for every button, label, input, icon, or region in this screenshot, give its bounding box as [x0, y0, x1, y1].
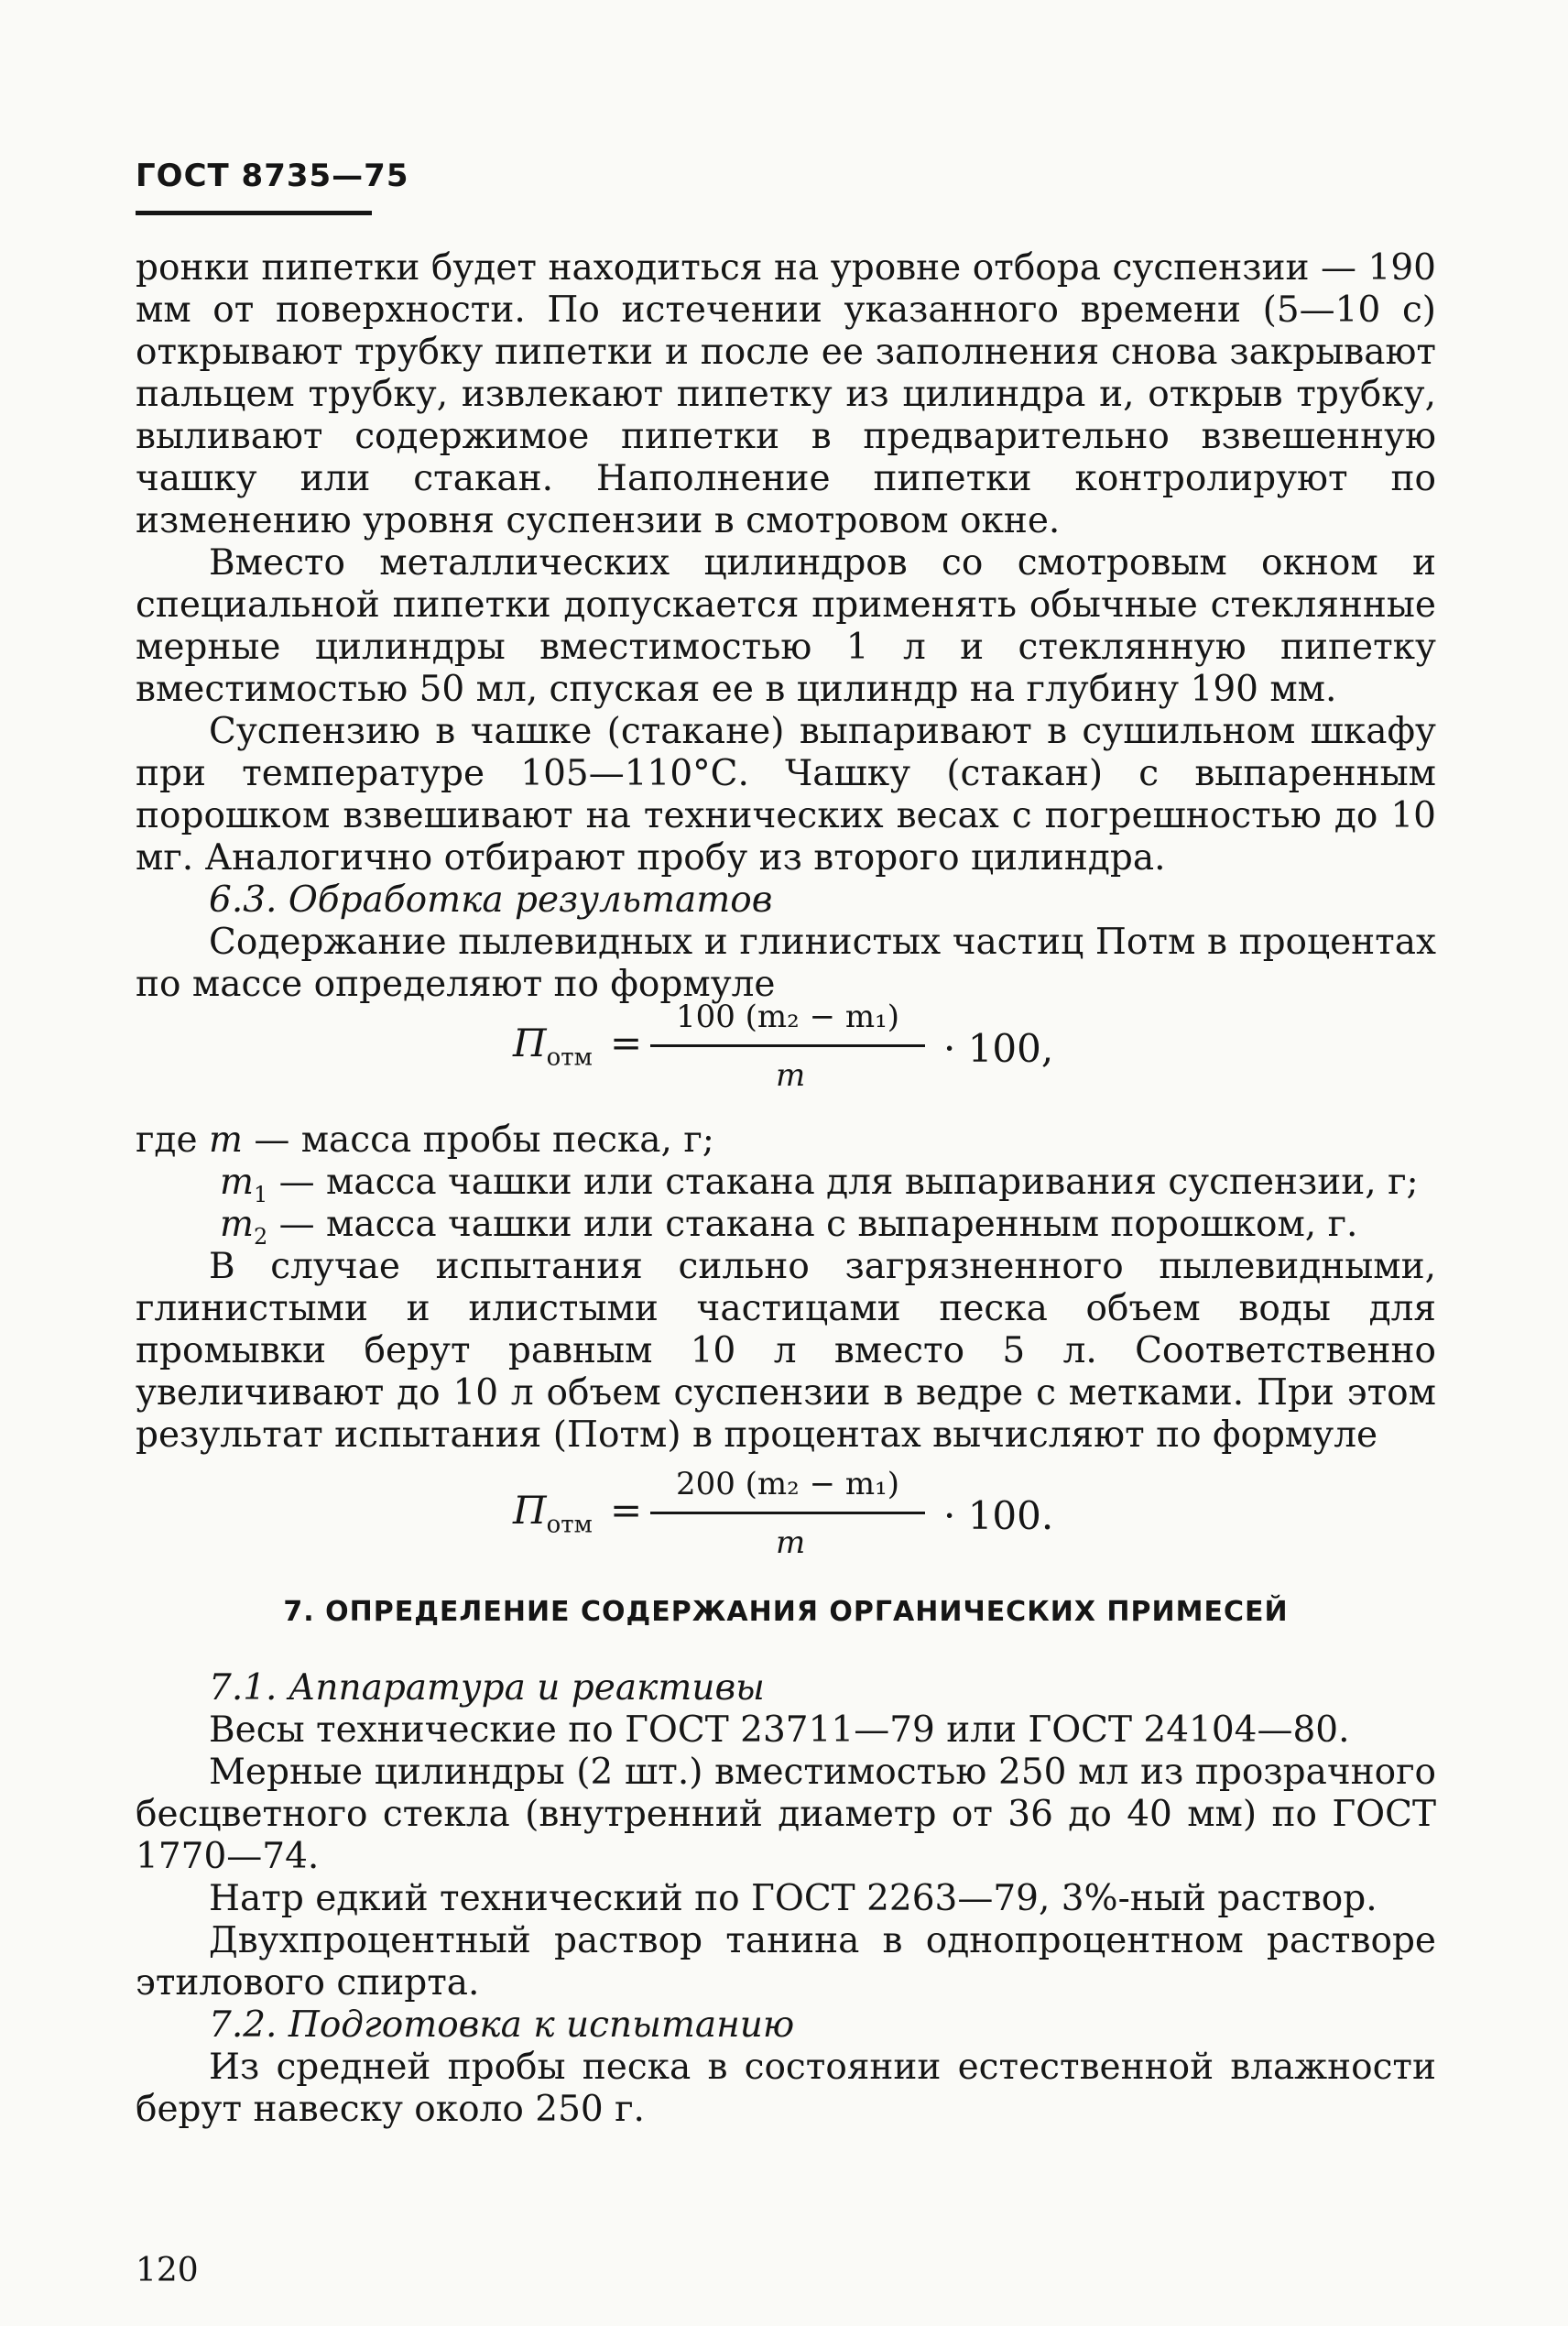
formula-1 — [513, 999, 1062, 1118]
paragraph-measuring-cylinders: Мерные цилиндры (2 шт.) вместимостью 250 мл из прозрачного бесцветного стекла (внутренний диаметр от 36 до 40 мм) по ГОСТ 1770—74. — [136, 1752, 1436, 1877]
heading-6-3: 6.3. Обработка результатов — [209, 879, 773, 921]
paragraph-evaporation: Суспензию в чашке (стакане) выпаривают в сушильном шкафу при температуре 105—110°С. Чашку (стакан) с выпаренным порошком взвешивают на технических весах с погрешностью до 10 мг. Аналогично отбирают пробу из второго цилиндра. — [136, 711, 1436, 879]
paragraph-formula-intro: Содержание пылевидных и глинистых частиц Пoтм в процентах по массе определяют по формуле — [136, 922, 1436, 1005]
formula-1-fraction-bar — [650, 1044, 925, 1047]
formula-1-equals: = — [610, 1021, 643, 1065]
formula-2 — [513, 1466, 1062, 1585]
formula-2-tail: · 100. — [943, 1493, 1054, 1538]
header-rule — [136, 211, 372, 215]
paragraph-heavy-contamination: В случае испытания сильно загрязненного пылевидными, глинистыми и илистыми частицами песка объем воды для промывки берут равным 10 л вместо 5 л. Соответственно увеличивают до 10 л объем суспензии в ведре с метками. При этом результат испытания (Потм) в процентах вычисляют по формуле — [136, 1246, 1436, 1456]
page-number: 120 — [136, 2252, 199, 2289]
paragraph-tannin-solution: Двухпроцентный раствор танина в однопроцентном растворе этилового спирта. — [136, 1920, 1436, 2004]
paragraph-scales: Весы технические по ГОСТ 23711—79 или ГОСТ 24104—80. — [209, 1709, 1350, 1751]
formula-2-fraction-bar — [650, 1512, 925, 1514]
paragraph-sodium-hydroxide: Натр едкий технический по ГОСТ 2263—79, 3%-ный раствор. — [209, 1878, 1377, 1919]
formula-2-denominator: m — [776, 1524, 806, 1561]
paragraph-glass-cylinders: Вместо металлических цилиндров со смотровым окном и специальной пипетки допускается применять обычные стеклянные мерные цилиндры вместимостью 1 л и стеклянную пипетку вместимостью 50 мл, спуская ее в цилиндр на глубину 190 мм. — [136, 542, 1436, 710]
heading-7-2: 7.2. Подготовка к испытанию — [209, 2004, 795, 2046]
formula-1-denominator: m — [776, 1057, 806, 1094]
definition-m2: $m_2$ — масса чашки или стакана с выпаренным порошком, г. — [220, 1204, 1358, 1250]
section-7-title: 7. ОПРЕДЕЛЕНИЕ СОДЕРЖАНИЯ ОРГАНИЧЕСКИХ ПРИМЕСЕЙ — [283, 1596, 1289, 1628]
document-header: ГОСТ 8735—75 — [136, 158, 409, 194]
formula-2-equals: = — [610, 1488, 643, 1533]
paragraph-sample: Из средней пробы песка в состоянии естественной влажности берут навеску около 250 г. — [136, 2047, 1436, 2130]
formula-1-lhs: $П_{отм}$ — [513, 1021, 593, 1072]
definition-m: где m — масса пробы песка, г; — [136, 1119, 714, 1161]
formula-2-lhs: $П_{отм}$ — [513, 1488, 593, 1539]
paragraph-pipette-procedure: ронки пипетки будет находиться на уровне отбора суспензии — 190 мм от поверхности. По истечении указанного времени (5—10 с) открывают трубку пипетки и после ее заполнения снова закрывают пальцем трубку, извлекают пипетку из цилиндра и, открыв трубку, выливают содержимое пипетки в предварительно взвешенную чашку или стакан. Наполнение пипетки контролируют по изменению уровня суспензии в смотровом окне. — [136, 247, 1436, 541]
definition-m1: $m_1$ — масса чашки или стакана для выпаривания суспензии, г; — [220, 1162, 1419, 1207]
formula-1-tail: · 100, — [943, 1026, 1054, 1071]
formula-1-numerator: 100 (m₂ − m₁) — [675, 999, 900, 1035]
formula-2-numerator: 200 (m₂ − m₁) — [675, 1466, 900, 1502]
heading-7-1: 7.1. Аппаратура и реактивы — [209, 1667, 765, 1709]
